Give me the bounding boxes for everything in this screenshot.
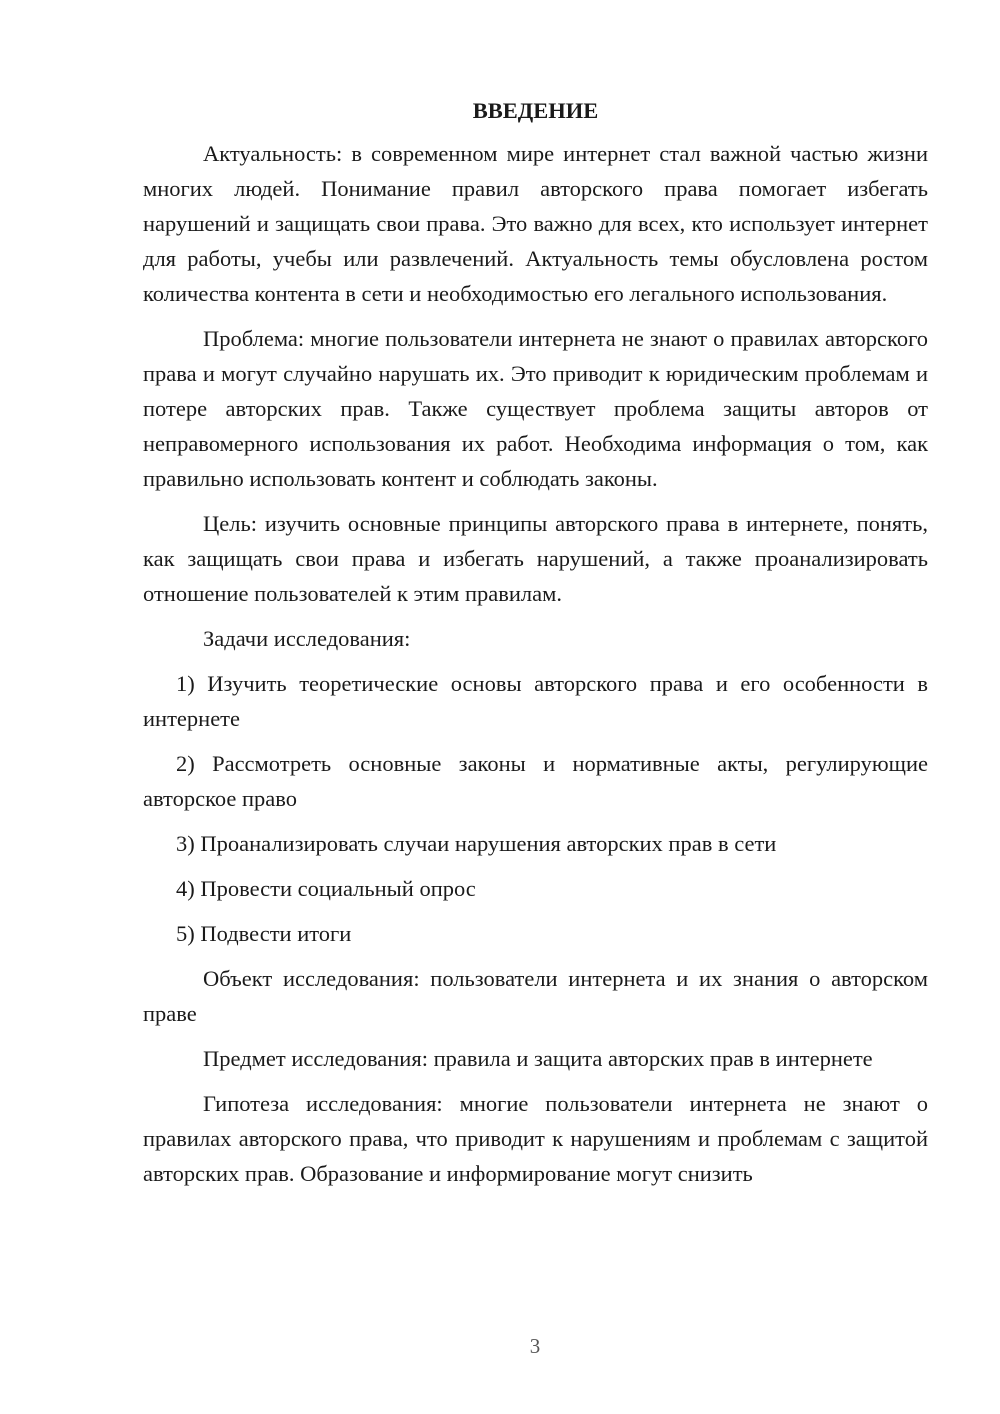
- paragraph-subject: Предмет исследования: правила и защита авторских прав в интернете: [203, 1046, 873, 1071]
- paragraph-object: Объект исследования: пользователи интернета и их знания о авторском праве: [143, 966, 928, 1026]
- document-body: [143, 93, 928, 1201]
- task-item-4: 4) Провести социальный опрос: [176, 876, 476, 901]
- tasks-title: Задачи исследования:: [203, 626, 411, 651]
- paragraph-problem: Проблема: многие пользователи интернета не знают о правилах авторского права и могут случайно нарушать их. Это приводит к юридическим проблемам и потере авторских прав. Также существует проблема защиты авторов от неправомерного использования их работ. Необходима информация о том, как правильно использовать контент и соблюдать законы.: [143, 326, 928, 491]
- paragraph-relevance: Актуальность: в современном мире интернет стал важной частью жизни многих людей. Понимание правил авторского права помогает избегать нарушений и защищать свои права. Это важно для всех, кто использует интернет для работы, учебы или развлечений. Актуальность темы обусловлена ростом количества контента в сети и необходимостью его легального использования.: [143, 141, 928, 306]
- task-item-1: 1) Изучить теоретические основы авторского права и его особенности в интернете: [143, 671, 928, 731]
- paragraph-goal: Цель: изучить основные принципы авторского права в интернете, понять, как защищать свои права и избегать нарушений, а также проанализировать отношение пользователей к этим правилам.: [143, 511, 928, 606]
- paragraph-hypothesis: Гипотеза исследования: многие пользователи интернета не знают о правилах авторского права, что приводит к нарушениям и проблемам с защитой авторских прав. Образование и информирование могут снизить: [143, 1091, 928, 1186]
- task-item-3: 3) Проанализировать случаи нарушения авторских прав в сети: [176, 831, 777, 856]
- section-heading: ВВЕДЕНИЕ: [472, 98, 599, 123]
- task-item-5: 5) Подвести итоги: [176, 921, 352, 946]
- task-item-2: 2) Рассмотреть основные законы и нормативные акты, регулирующие авторское право: [143, 751, 928, 811]
- page-number: 3: [529, 1334, 541, 1358]
